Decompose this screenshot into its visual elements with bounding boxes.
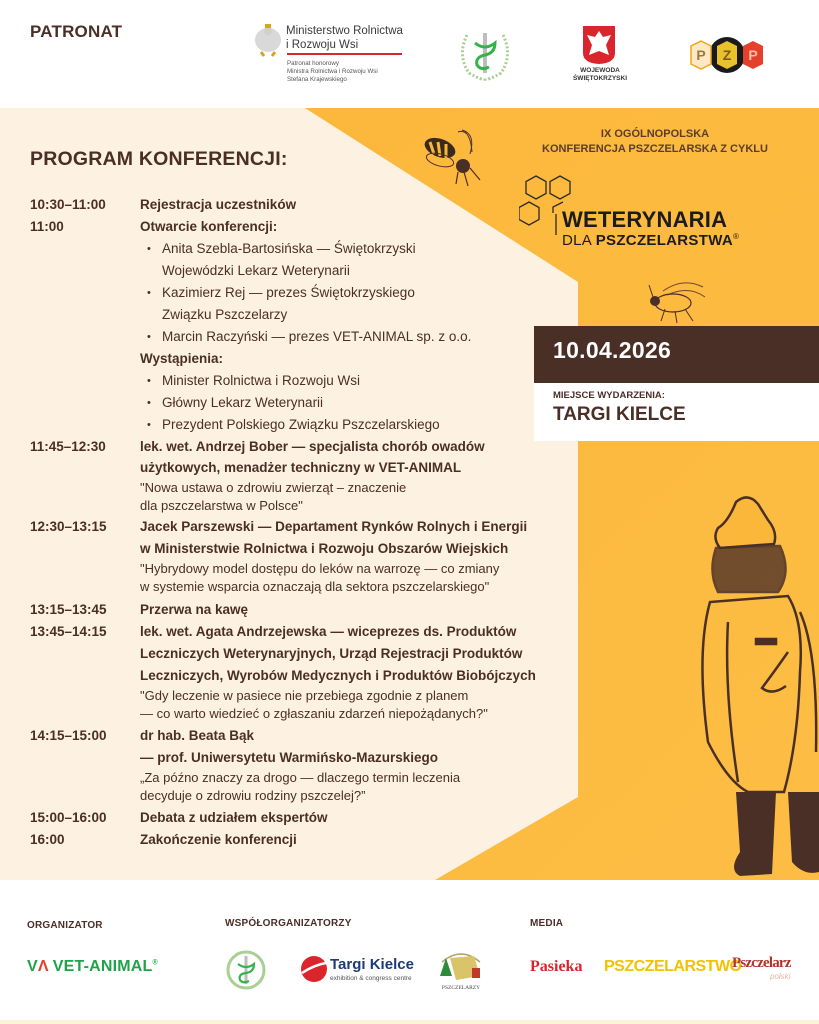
program-title-line: dr hab. Beata Bąk [140, 728, 255, 743]
brand-line2 [562, 232, 739, 249]
program-desc [140, 216, 580, 436]
bullet-line: Minister Rolnictwa i Rozwoju Wsi [162, 373, 361, 388]
targi-kielce-icon [300, 955, 328, 983]
conference-heading [520, 127, 790, 157]
place-label: MIEJSCE WYDARZENIA: [553, 390, 665, 401]
quote-line: w systemie wsparcia oznaczają dla sektora pszczelarskiego" [140, 579, 490, 594]
vet-inspection-logo-icon [455, 27, 515, 82]
program-time: 15:00–16:00 [30, 810, 107, 825]
bullet-line: Anita Szebla-Bartosińska — Świętokrzyski [162, 241, 416, 256]
conference-heading-line2: KONFERENCJA PSZCZELARSKA Z CYKLU [542, 143, 768, 155]
brand-light: DLA [562, 232, 596, 249]
organizer-label: ORGANIZATOR [27, 920, 103, 931]
coorganizers-label: WSPÓŁORGANIZATORZY [225, 918, 352, 929]
program-title-line: lek. wet. Agata Andrzejewska — wiceprezes ds. Produktów [140, 624, 517, 639]
bottom-strip [0, 1020, 819, 1024]
bullet-continuation: Wojewódzki Lekarz Weterynarii [162, 263, 350, 278]
pzp-letter-3: P [748, 47, 758, 63]
vet-animal-a-icon: Λ [37, 958, 49, 975]
program-title-text: Rejestracja uczestników [140, 197, 297, 212]
bee-illustration-icon [418, 128, 488, 190]
ministry-sub-line2: Ministra Rolnictwa i Rozwoju Wsi [287, 68, 378, 75]
ministry-logo [286, 24, 403, 52]
pzp-letter-2: Z [722, 47, 732, 63]
program-title-line: w Ministerstwie Rolnictwa i Rozwoju Obszarów Wiejskich [140, 541, 509, 556]
pszczelarzy-logo-icon [436, 946, 486, 990]
patronat-label: PATRONAT [30, 22, 123, 41]
speech-bullet [140, 414, 580, 436]
program-title-line: Leczniczych, Wyrobów Medycznych i Produktów Biobójczych [140, 668, 536, 683]
program-time: 10:30–11:00 [30, 197, 106, 212]
program-title-text: Zakończenie konferencji [140, 832, 297, 847]
bullet-continuation: Związku Pszczelarzy [162, 307, 288, 322]
event-date: 10.04.2026 [553, 337, 672, 363]
bee-small-illustration-icon [643, 277, 707, 325]
quote-line: "Gdy leczenie w pasiece nie przebiega zgodnie z planem [140, 688, 469, 703]
ministry-title-line2: i Rozwoju Wsi [286, 39, 359, 51]
program-title-line: użytkowych, menadżer techniczny w VET-ANIMAL [140, 460, 462, 475]
polish-eagle-icon [252, 22, 284, 60]
targi-kielce-logo: Targi Kielce [330, 956, 414, 973]
ministry-title-line1: Ministerstwo Rolnictwa [286, 25, 403, 37]
program-title: PROGRAM KONFERENCJI: [30, 148, 288, 170]
program-title-line: lek. wet. Andrzej Bober — specjalista chorób owadów [140, 439, 485, 454]
program-time: 13:15–13:45 [30, 602, 107, 617]
quote-line: "Hybrydowy model dostępu do leków na warrozę — co zmiany [140, 561, 500, 576]
wojewoda-line1: WOJEWODA [580, 67, 620, 74]
vet-animal-text: VET-ANIMAL [52, 958, 153, 975]
quote-line: „Za późno znaczy za drogo — dlaczego termin leczenia [140, 770, 461, 785]
media-pasieka-logo: Pasieka [530, 958, 583, 975]
pzp-letter-1: P [696, 47, 706, 63]
bullet-line: Główny Lekarz Weterynarii [162, 395, 324, 410]
program-title-text: Otwarcie konferencji: [140, 219, 278, 234]
media-label: MEDIA [530, 918, 564, 929]
pszczelarzy-label: PSZCZELARZY [441, 985, 481, 991]
program-time: 16:00 [30, 832, 65, 847]
program-title-line: Jacek Parszewski — Departament Rynków Rolnych i Energii [140, 519, 528, 534]
brand-bold: PSZCZELARSTWA [595, 232, 733, 249]
wojewoda-label [560, 67, 640, 83]
ministry-sub-line1: Patronat honorowy [287, 60, 339, 67]
vet-animal-logo [27, 958, 158, 976]
speech-bullet [140, 370, 580, 392]
media-pszczelarz-logo: Pszczelarz [732, 955, 791, 971]
program-desc [140, 621, 580, 723]
wojewoda-emblem-icon [582, 25, 616, 65]
quote-line: dla pszczelarstwa w Polsce" [140, 498, 303, 513]
program-title-line: — prof. Uniwersytetu Warmińsko-Mazurskiego [140, 750, 439, 765]
program-time: 12:30–13:15 [30, 519, 107, 534]
program-desc [140, 516, 580, 596]
vet-animal-v-icon: V [27, 958, 38, 975]
quote-line: decyduje o zdrowiu rodziny pszczelej?” [140, 788, 366, 803]
program-time: 13:45–14:15 [30, 624, 107, 639]
bullet-line: Prezydent Polskiego Związku Pszczelarskiego [162, 417, 440, 432]
wojewoda-line2: ŚWIĘTOKRZYSKI [572, 75, 628, 82]
targi-kielce-subtitle: exhibition & congress centre [330, 975, 412, 982]
quote-line: — co warto wiedzieć o zgłaszaniu zdarzeń niepożądanych?" [140, 706, 488, 721]
speech-bullet [140, 392, 580, 414]
conference-heading-line1: IX OGÓLNOPOLSKA [600, 128, 710, 140]
beekeeper-illustration-icon [688, 492, 819, 880]
speaker-bullet [140, 282, 580, 304]
pzp-logo-icon [687, 36, 767, 74]
program-subtitle: Wystąpienia: [140, 351, 224, 366]
place-value: TARGI KIELCE [553, 404, 686, 425]
vet-animal-mark: ® [152, 959, 158, 967]
ministry-red-line [287, 53, 402, 55]
quote-line: "Nowa ustawa o zdrowiu zwierząt – znaczenie [140, 480, 407, 495]
media-pszczelarstwo-logo: PSZCZELARSTWO [604, 958, 742, 975]
program-title-text: Debata z udziałem ekspertów [140, 810, 328, 825]
program-title-line: Leczniczych Weterynaryjnych, Urząd Rejestracji Produktów [140, 646, 523, 661]
bullet-line: Marcin Raczyński — prezes VET-ANIMAL sp. z o.o. [162, 329, 472, 344]
media-pszczelarz-subtitle: polski [770, 972, 791, 981]
program-desc [140, 436, 580, 515]
program-time: 14:15–15:00 [30, 728, 107, 743]
ministry-patronage-text [287, 60, 378, 84]
program-title-text: Przerwa na kawę [140, 602, 249, 617]
program-desc [140, 725, 580, 805]
brand-line1: WETERYNARIA [562, 207, 728, 232]
vet-inspection-small-logo-icon [225, 950, 267, 990]
ministry-sub-line3: Stefana Krajewskiego [287, 76, 347, 83]
program-time: 11:00 [30, 219, 64, 234]
program-time: 11:45–12:30 [30, 439, 106, 454]
speaker-bullet [140, 326, 580, 348]
bullet-line: Kazimierz Rej — prezes Świętokrzyskiego [162, 285, 415, 300]
speaker-bullet [140, 238, 580, 260]
registered-mark: ® [732, 232, 740, 241]
